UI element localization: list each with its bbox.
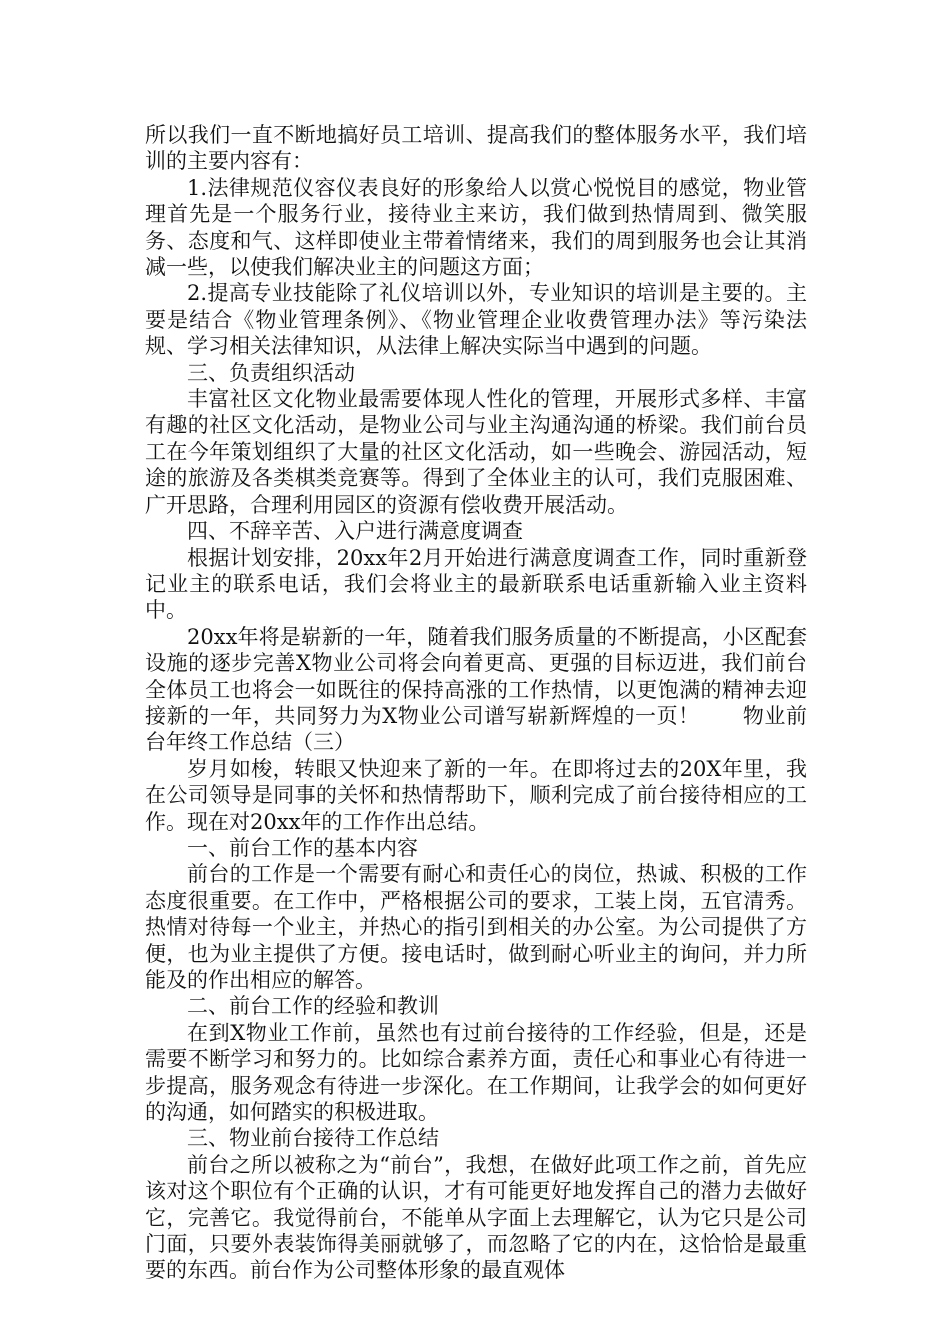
paragraph-survey-plan: 根据计划安排，20xx年2月开始进行满意度调查工作，同时重新登记业主的联系电话，我们会将业主的最新联系电话重新输入业主资料中。 bbox=[145, 545, 807, 623]
paragraph-training-item-1: 1.法律规范仪容仪表良好的形象给人以赏心悦悦目的感觉，物业管理首先是一个服务行业，接待业主来访，我们做到热情周到、微笑服务、态度和气、这样即使业主带着情绪来，我们的周到服务也会让其消减一些，以使我们解决业主的问题这方面； bbox=[145, 175, 807, 280]
paragraph-community-culture: 丰富社区文化物业最需要体现人性化的管理，开展形式多样、丰富有趣的社区文化活动，是物业公司与业主沟通沟通的桥梁。我们前台员工在今年策划组织了大量的社区文化活动，如一些晚会、游园活动，短途的旅游及各类棋类竞赛等。得到了全体业主的认可，我们克服困难、广开思路，合理利用园区的资源有偿收费开展活动。 bbox=[145, 387, 807, 517]
paragraph-training-item-2: 2.提高专业技能除了礼仪培训以外，专业知识的培训是主要的。主要是结合《物业管理条例》、《物业管理企业收费管理办法》等污染法规、学习相关法律知识，从法律上解决实际当中遇到的问题。 bbox=[145, 281, 807, 359]
document-page bbox=[145, 122, 807, 1284]
paragraph-training-intro: 所以我们一直不断地搞好员工培训、提高我们的整体服务水平，我们培训的主要内容有： bbox=[145, 123, 807, 174]
paragraph-reception-role: 前台之所以被称之为“前台”，我想，在做好此项工作之前，首先应该对这个职位有个正确的认识，才有可能更好地发挥自己的潜力去做好它，完善它。我觉得前台，不能单从字面上去理解它，认为它只是公司门面，只要外表装饰得美丽就够了，而忽略了它的内在，这恰恰是最重要的东西。前台作为公司整体形象的最直观体 bbox=[145, 1152, 807, 1283]
paragraph-year-summary-intro: 岁月如梭，转眼又快迎来了新的一年。在即将过去的20X年里，我在公司领导是同事的关怀和热情帮助下，顺利完成了前台接待相应的工作。现在对20xx年的工作作出总结。 bbox=[145, 756, 807, 834]
section-heading-experience: 二、前台工作的经验和教训 bbox=[187, 994, 439, 1019]
section-heading-survey: 四、不辞辛苦、入户进行满意度调查 bbox=[187, 519, 523, 544]
section-heading-reception-summary: 三、物业前台接待工作总结 bbox=[187, 1126, 439, 1151]
paragraph-front-desk-duties: 前台的工作是一个需要有耐心和责任心的岗位，热诚、积极的工作态度很重要。在工作中，严格根据公司的要求，工装上岗，五官清秀。热情对待每一个业主，并热心的指引到相关的办公室。为公司提供了方便，也为业主提供了方便。接电话时，做到耐心听业主的询问，并力所能及的作出相应的解答。 bbox=[145, 862, 807, 992]
section-heading-basic-content: 一、前台工作的基本内容 bbox=[187, 835, 418, 860]
paragraph-new-year-outlook: 20xx年将是崭新的一年，随着我们服务质量的不断提高，小区配套设施的逐步完善X物业公司将会向着更高、更强的目标迈进，我们前台全体员工也将会一如既往的保持高涨的工作热情，以更饱满的精神去迎接新的一年，共同努力为X物业公司谱写崭新辉煌的一页！ 物业前台年终工作总结（三） bbox=[145, 624, 807, 755]
section-heading-activities: 三、负责组织活动 bbox=[187, 360, 355, 385]
paragraph-experience-lessons: 在到X物业工作前，虽然也有过前台接待的工作经验，但是，还是需要不断学习和努力的。比如综合素养方面，责任心和事业心有待进一步提高，服务观念有待进一步深化。在工作期间，让我学会的如何更好的沟通，如何踏实的积极进取。 bbox=[145, 1020, 807, 1125]
